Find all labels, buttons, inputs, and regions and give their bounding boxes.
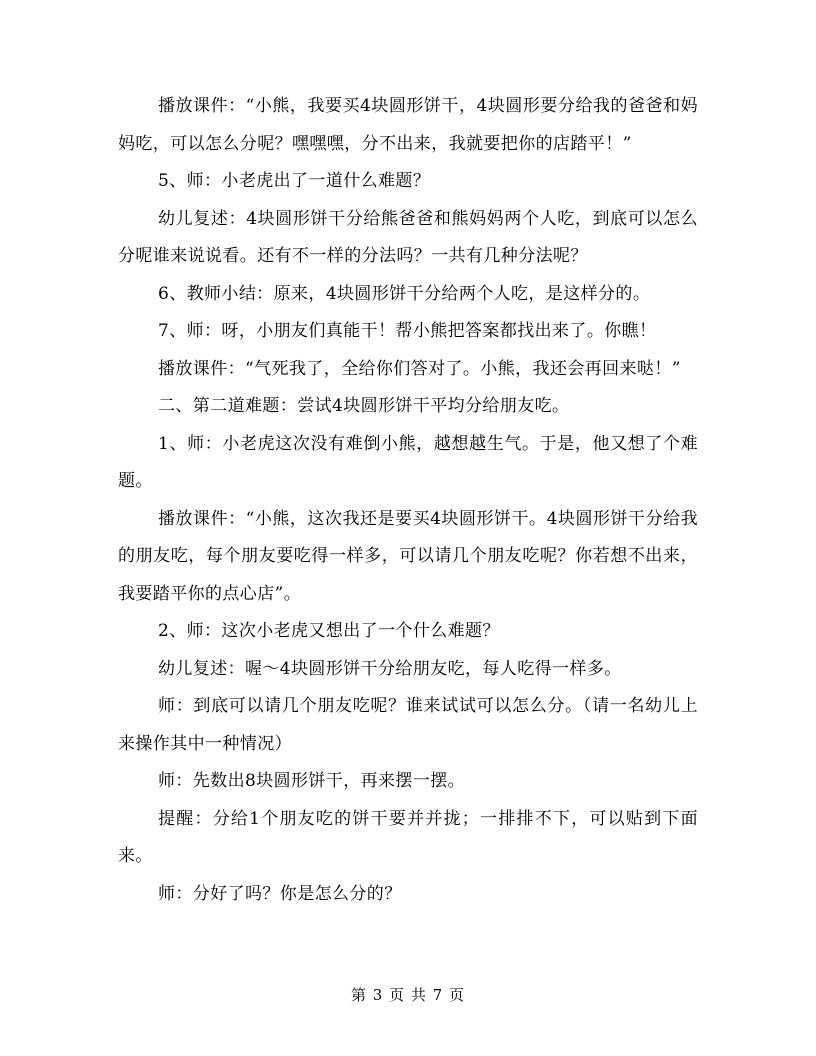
paragraph: 播放课件：“气死我了，全给你们答对了。小熊，我还会再回来哒！” (158, 358, 681, 379)
paragraph: 2、师：这次小老虎又想出了一个什么难题？ (158, 621, 500, 641)
paragraph: 播放课件：“小熊，我要买4块圆形饼干，4块圆形要分给我的爸爸和妈妈吃，可以怎么分呢？嘿嘿嘿，分不出来，我就要把你的店踏平！” (118, 96, 698, 154)
paragraph: 幼儿复述：4块圆形饼干分给熊爸爸和熊妈妈两个人吃，到底可以怎么分呢谁来说说看。还有不一样的分法吗？一共有几种分法呢？ (118, 208, 698, 266)
paragraph: 幼儿复述：喔～4块圆形饼干分给朋友吃，每人吃得一样多。 (158, 658, 622, 679)
document-body (118, 88, 698, 913)
paragraph: 5、师：小老虎出了一道什么难题？ (158, 171, 431, 191)
paragraph: 6、教师小结：原来，4块圆形饼干分给两个人吃，是这样分的。 (158, 283, 651, 304)
paragraph: 师：分好了吗？你是怎么分的？ (158, 883, 402, 904)
paragraph: 师：先数出8块圆形饼干，再来摆一摆。 (158, 771, 466, 791)
paragraph: 提醒：分给1个朋友吃的饼干要并并拢；一排排不下，可以贴到下面来。 (118, 808, 698, 866)
page-number-footer: 第 3 页 共 7 页 (351, 986, 465, 1004)
paragraph: 7、师：呀，小朋友们真能干！帮小熊把答案都找出来了。你瞧！ (158, 321, 657, 341)
paragraph: 二、第二道难题：尝试4块圆形饼干平均分给朋友吃。 (158, 396, 570, 416)
paragraph: 1、师：小老虎这次没有难倒小熊，越想越生气。于是，他又想了个难题。 (118, 433, 698, 491)
paragraph: 播放课件：“小熊，这次我还是要买4块圆形饼干。4块圆形饼干分给我的朋友吃，每个朋友要吃得一样多，可以请几个朋友吃呢？你若想不出来，我要踏平你的点心店”。 (118, 508, 698, 604)
paragraph: 师：到底可以请几个朋友吃呢？谁来试试可以怎么分。（请一名幼儿上来操作其中一种情况） (118, 696, 698, 754)
